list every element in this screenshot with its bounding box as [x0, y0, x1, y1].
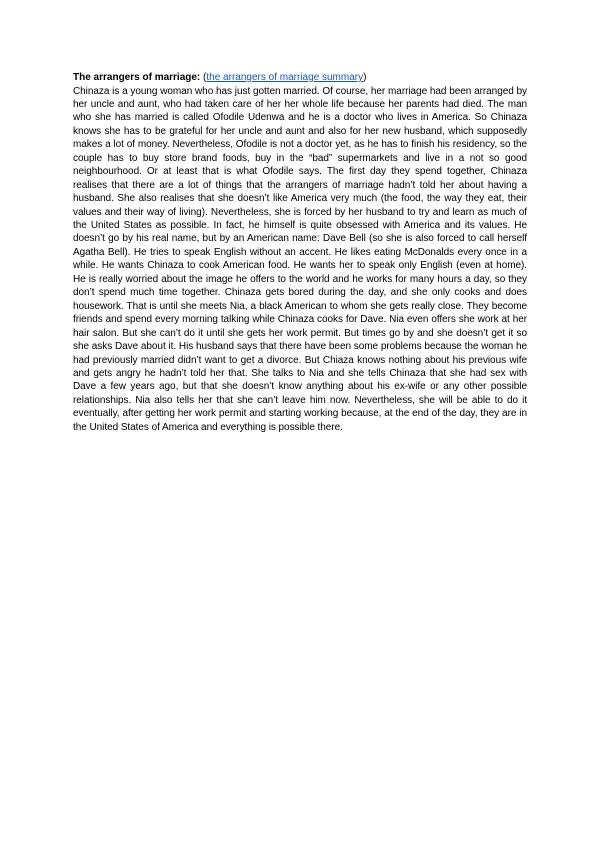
heading-title: The arrangers of marriage:	[73, 72, 201, 83]
heading-close-paren: )	[363, 72, 367, 83]
document-page	[73, 71, 527, 434]
body-paragraph: Chinaza is a young woman who has just gotten married. Of course, her marriage had been arranged by her uncle and aunt, who had taken care of her her whole life because her parents had died. The man who she has married is called Ofodile Udenwa and he is a doctor who lives in America. So Chinaza knows she has to be grateful for her uncle and aunt and also for her new husband, which supposedly makes a lot of money. Nevertheless, Ofodile is not a doctor yet, as he has to finish his residency, so the couple has to buy store brand foods, buy in the “bad” supermarkets and live in a not so good neighbourhood. Or at least that is what Ofodile says. The first day they spend together, Chinaza realises that there are a lot of things that the arrangers of marriage hadn’t told her about having a husband. She also realises that she doesn’t like America very much (the food, the way they eat, their values and their way of living). Nevertheless, she is forced by her husband to try and learn as much of the United States as possible. In fact, he himself is quite obsessed with America and its values. He doesn’t go by his real name, but by an American name: Dave Bell (so she is also forced to call herself Agatha Bell). He tries to speak English without an accent. He likes eating McDonalds every once in a while. He wants Chinaza to cook American food. He wants her to speak only English (even at home). He is really worried about the image he offers to the world and he works for many hours a day, so they don’t spend much time together. Chinaza gets bored during the day, and she only cooks and does housework. That is until she meets Nia, a black American to whom she gets really close. They become friends and spend every morning talking while Chinaza cooks for Dave. Nia even offers she work at her hair salon. But she can’t do it until she gets her work permit. But times go by and she doesn’t get it so she asks Dave about it. His husband says that there have been some problems because the woman he had previously married didn’t want to get a divorce. But Chiaza knows nothing about his previous wife and gets angry he hadn’t told her that. She talks to Nia and she tells Chinaza that she had sex with Dave a few years ago, but that she doesn’t know anything about his ex-wife or any other possible relationships. Nia also tells her that she can’t leave him now. Nevertheless, she will be able to do it eventually, after getting her work permit and starting working because, at the end of the day, they are in the United States of America and everything is possible there.	[73, 85, 527, 433]
document-heading	[73, 71, 527, 85]
summary-link[interactable]: the arrangers of marriage summary	[206, 72, 364, 83]
heading-open-paren: (	[200, 72, 207, 83]
